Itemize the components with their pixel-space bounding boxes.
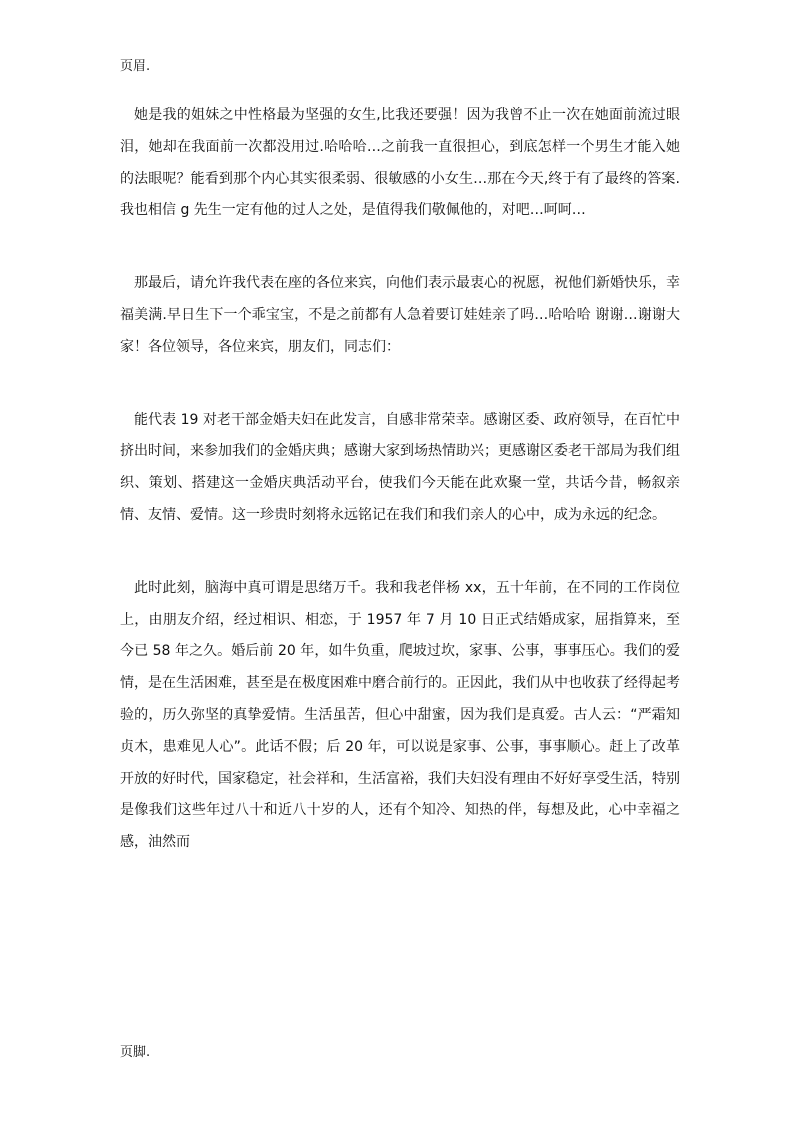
paragraph-3: 能代表 19 对老干部金婚夫妇在此发言，自感非常荣幸。感谢区委、政府领导，在百忙中挤出时间，来参加我们的金婚庆典；感谢大家到场热情助兴；更感谢区委老干部局为我们组织、策划、搭建这一金婚庆典活动平台，使我们今天能在此欢聚一堂，共话今昔，畅叙亲情、友情、爱情。这一珍贵时刻将永远铭记在我们和我们亲人的心中，成为永远的纪念。 [120, 411, 680, 523]
paragraph-4: 此时此刻，脑海中真可谓是思绪万千。我和我老伴杨 xx，五十年前，在不同的工作岗位上，由朋友介绍，经过相识、相恋，于 1957 年 7 月 10 日正式结婚成家，屈指算来，至今已 58 年之久。婚后前 20 年，如牛负重，爬坡过坎，家事、公事，事事压心。我们的爱情，是在生活困难，甚至是在极度困难中磨合前行的。正因此，我们从中也收获了经得起考验的，历久弥坚的真挚爱情。生活虽苦，但心中甜蜜，因为我们是真爱。古人云：“严霜知贞木，患难见人心”。此话不假；后 20 年，可以说是家事、公事，事事顺心。赶上了改革开放的好时代，国家稳定，社会祥和，生活富裕，我们夫妇没有理由不好好享受生活，特别是像我们这些年过八十和近八十岁的人，还有个知冷、知热的伴，每想及此，心中幸福之感，油然而 [120, 579, 680, 851]
page-footer: 页脚. [120, 1045, 151, 1060]
page-header: 页眉. [120, 59, 151, 74]
paragraph-1: 她是我的姐妹之中性格最为坚强的女生,比我还要强！因为我曾不止一次在她面前流过眼泪，她却在我面前一次都没用过.哈哈哈…之前我一直很担心，到底怎样一个男生才能入她的法眼呢？能看到那个内心其实很柔弱、很敏感的小女生…那在今天,终于有了最终的答案.我也相信 g 先生一定有他的过人之处，是值得我们敬佩他的，对吧…呵呵… [120, 107, 680, 219]
document-body [120, 100, 680, 859]
paragraph-2: 那最后，请允许我代表在座的各位来宾，向他们表示最衷心的祝愿，祝他们新婚快乐，幸福美满.早日生下一个乖宝宝，不是之前都有人急着要订娃娃亲了吗…哈哈哈 谢谢…谢谢大家！各位领导，各位来宾，朋友们，同志们： [120, 275, 680, 355]
